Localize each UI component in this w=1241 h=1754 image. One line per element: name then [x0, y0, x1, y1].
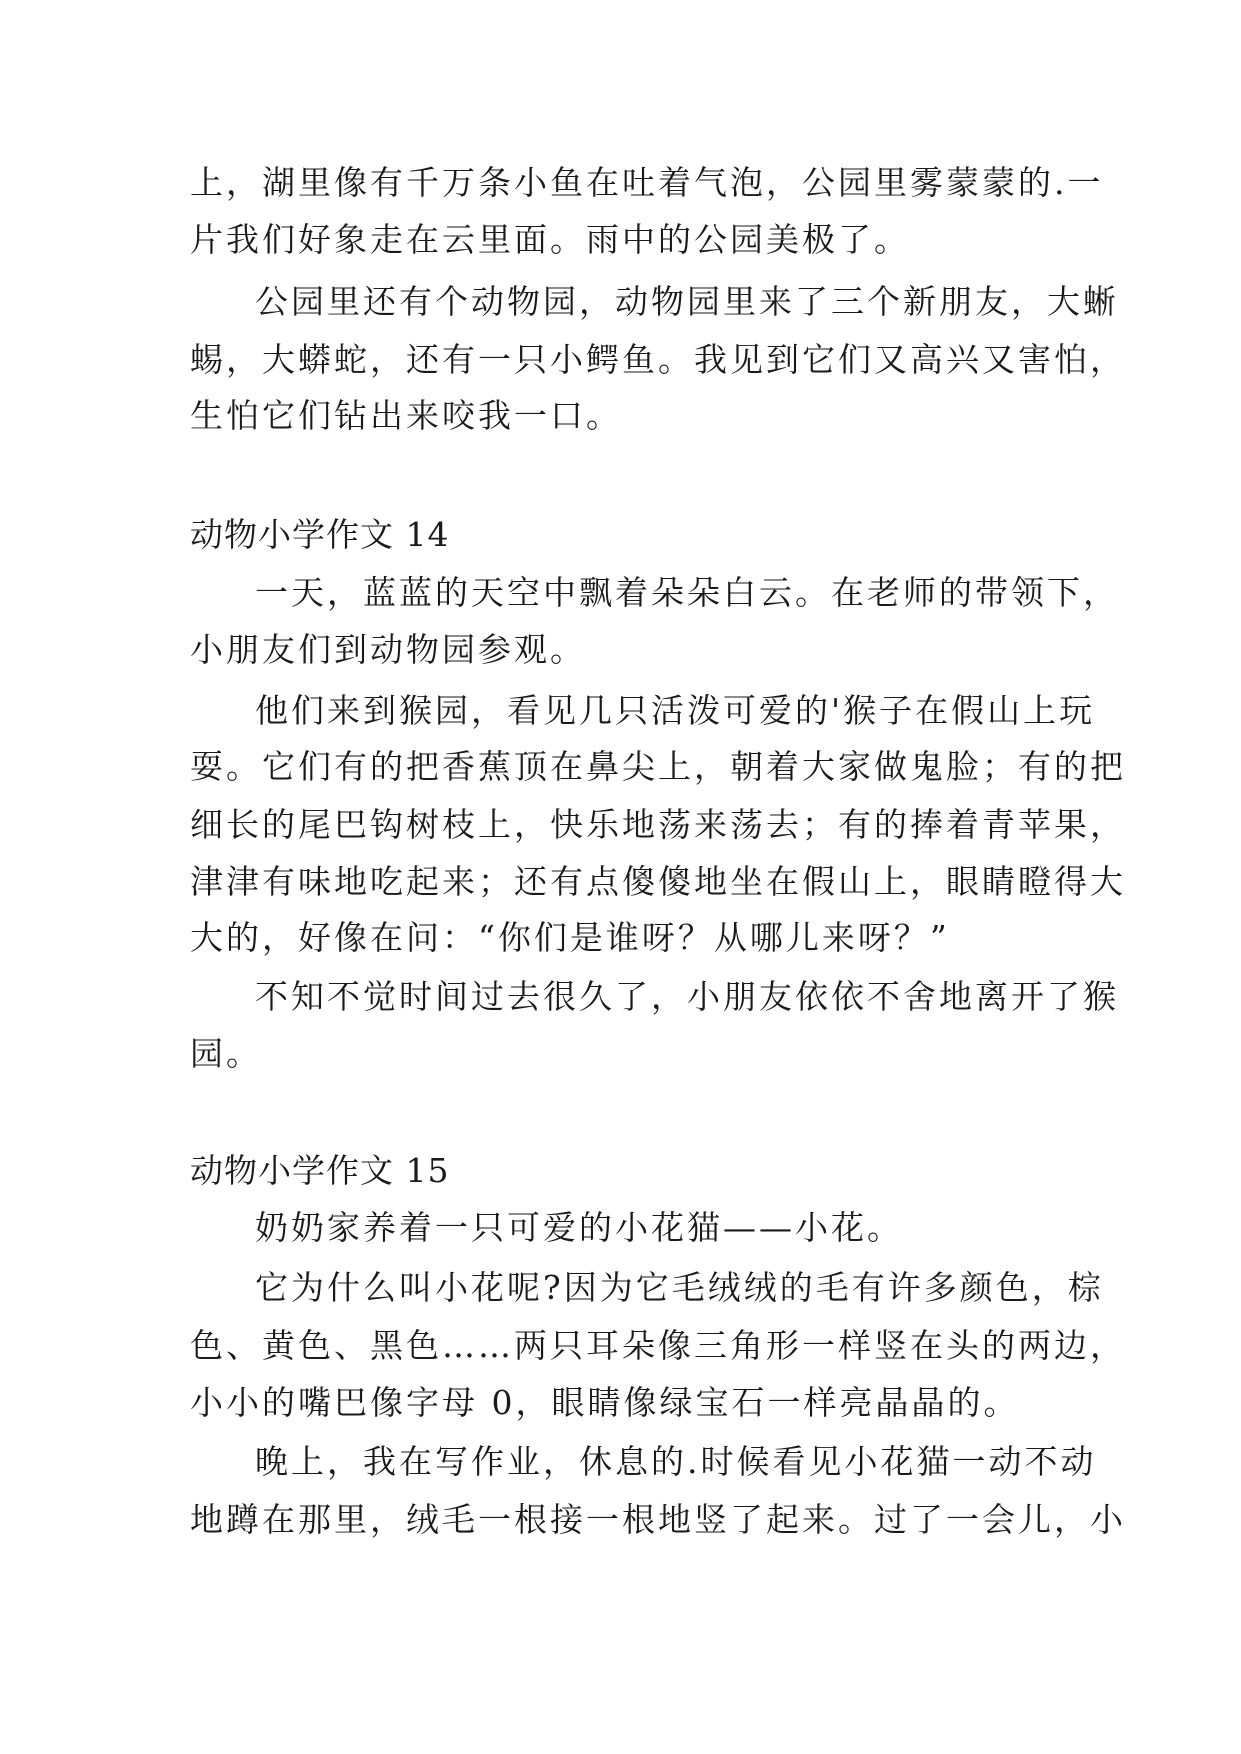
- intro-line-4: 蜴，大蟒蛇，还有一只小鳄鱼。我见到它们又高兴又害怕，: [190, 340, 1126, 379]
- intro-line-5: 生怕它们钻出来咬我一口。: [190, 396, 622, 435]
- essay-15-line-3: 色、黄色、黑色……两只耳朵像三角形一样竖在头的两边，: [190, 1326, 1126, 1365]
- essay-14-line-7: 大的，好像在问：“你们是谁呀？从哪儿来呀？”: [190, 918, 950, 957]
- essay-14-line-9: 园。: [190, 1034, 262, 1073]
- essay-15-line-2: 它为什么叫小花呢?因为它毛绒绒的毛有许多颜色，棕: [255, 1268, 1104, 1307]
- essay-14-title: 动物小学作文 14: [190, 515, 450, 554]
- essay-14-line-4: 耍。它们有的把香蕉顶在鼻尖上，朝着大家做鬼脸；有的把: [190, 747, 1126, 786]
- essay-15-line-6: 地蹲在那里，绒毛一根接一根地竖了起来。过了一会儿，小: [190, 1500, 1126, 1539]
- essay-15-line-1: 奶奶家养着一只可爱的小花猫——小花。: [255, 1208, 903, 1247]
- essay-14-line-8: 不知不觉时间过去很久了，小朋友依依不舍地离开了猴: [255, 977, 1119, 1016]
- intro-line-2: 片我们好象走在云里面。雨中的公园美极了。: [190, 220, 910, 259]
- essay-14-line-1: 一天，蓝蓝的天空中飘着朵朵白云。在老师的带领下，: [255, 573, 1119, 612]
- essay-14-line-3: 他们来到猴园，看见几只活泼可爱的'猴子在假山上玩: [255, 691, 1096, 730]
- intro-line-3: 公园里还有个动物园，动物园里来了三个新朋友，大蜥: [255, 282, 1119, 321]
- intro-line-1: 上，湖里像有千万条小鱼在吐着气泡，公园里雾蒙蒙的.一: [190, 163, 1104, 202]
- essay-15-line-5: 晚上，我在写作业，休息的.时候看见小花猫一动不动: [255, 1442, 1097, 1481]
- essay-15-title: 动物小学作文 15: [190, 1151, 450, 1190]
- essay-14-line-6: 津津有味地吃起来；还有点傻傻地坐在假山上，眼睛瞪得大: [190, 862, 1126, 901]
- essay-15-line-4: 小小的嘴巴像字母 0，眼睛像绿宝石一样亮晶晶的。: [190, 1383, 1020, 1422]
- essay-14-line-2: 小朋友们到动物园参观。: [190, 630, 586, 669]
- essay-14-line-5: 细长的尾巴钩树枝上，快乐地荡来荡去；有的捧着青苹果，: [190, 805, 1126, 844]
